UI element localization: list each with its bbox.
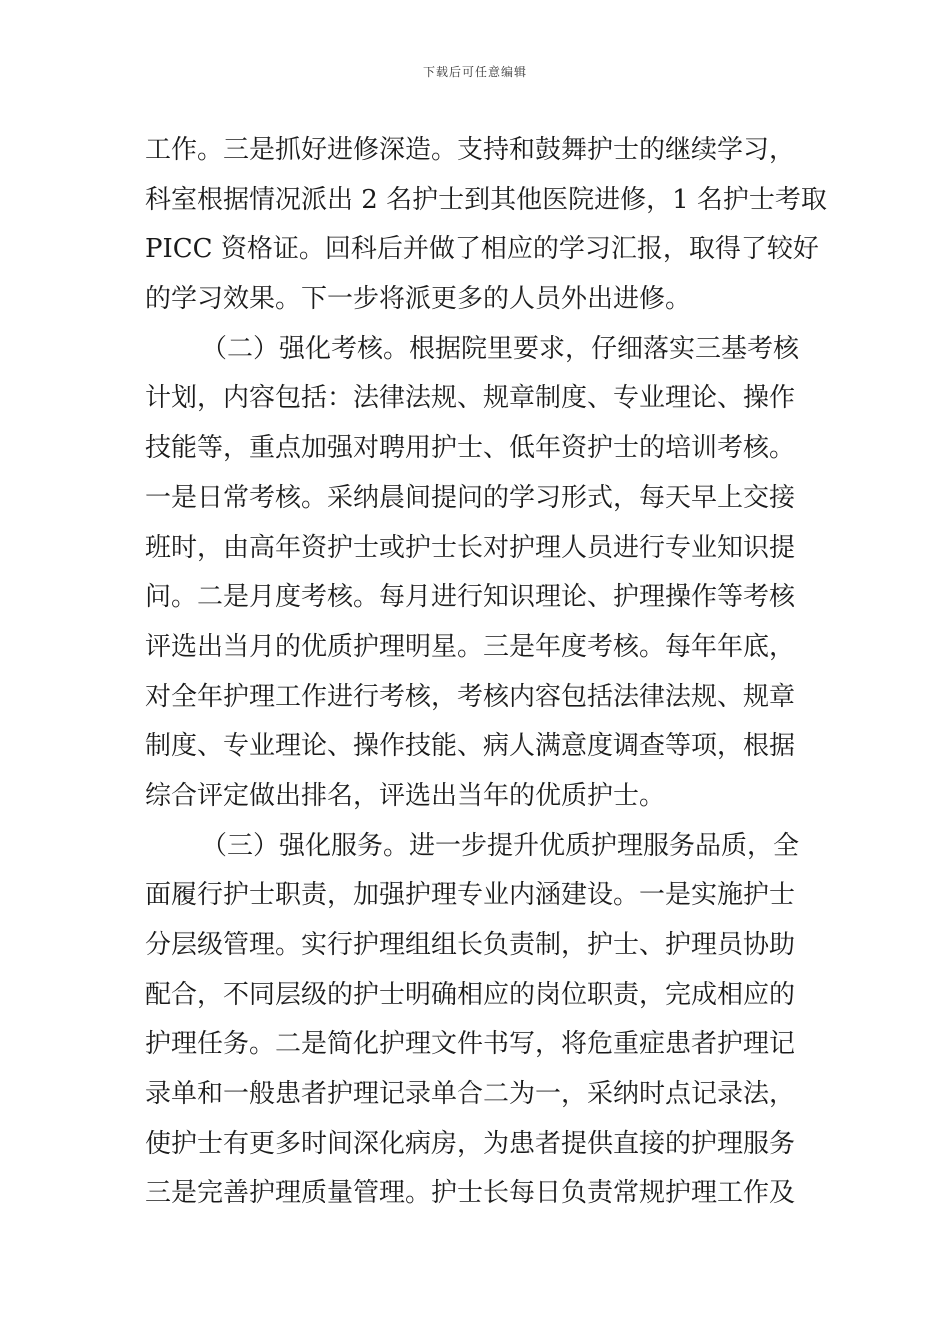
- text-line-18: 配合，不同层级的护士明确相应的岗位职责，完成相应的: [145, 979, 796, 1010]
- text-line-13: 制度、专业理论、操作技能、病人满意度调查等项，根据: [145, 731, 796, 762]
- text-line-11: 评选出当月的优质护理明星。三是年度考核。每年年底，: [145, 631, 796, 662]
- text-line-3: PICC 资格证。回科后并做了相应的学习汇报，取得了较好: [145, 234, 819, 265]
- text-line-12: 对全年护理工作进行考核，考核内容包括法律法规、规章: [145, 681, 796, 712]
- text-line-9: 班时，由高年资护士或护士长对护理人员进行专业知识提: [145, 532, 796, 563]
- text-line-16: 面履行护士职责，加强护理专业内涵建设。一是实施护士: [145, 880, 796, 911]
- text-line-7: 技能等，重点加强对聘用护士、低年资护士的培训考核。: [145, 433, 796, 464]
- text-line-20: 录单和一般患者护理记录单合二为一，采纳时点记录法，: [145, 1079, 796, 1110]
- text-line-15: （三）强化服务。进一步提升优质护理服务品质，全: [201, 830, 800, 861]
- text-line-6: 计划，内容包括：法律法规、规章制度、专业理论、操作: [145, 383, 796, 414]
- text-line-5: （二）强化考核。根据院里要求，仔细落实三基考核: [201, 333, 800, 364]
- text-line-19: 护理任务。二是简化护理文件书写，将危重症患者护理记: [145, 1029, 796, 1060]
- text-line-22: 三是完善护理质量管理。护士长每日负责常规护理工作及: [145, 1178, 796, 1209]
- document-body: [145, 126, 827, 1219]
- text-line-4: 的学习效果。下一步将派更多的人员外出进修。: [145, 284, 692, 315]
- text-line-14: 综合评定做出排名，评选出当年的优质护士。: [145, 780, 666, 811]
- text-line-21: 使护士有更多时间深化病房，为患者提供直接的护理服务: [145, 1128, 796, 1159]
- text-line-1: 工作。三是抓好进修深造。支持和鼓舞护士的继续学习，: [145, 135, 796, 165]
- text-line-10: 问。二是月度考核。每月进行知识理论、护理操作等考核: [145, 582, 796, 613]
- text-line-17: 分层级管理。实行护理组组长负责制，护士、护理员协助: [145, 930, 796, 960]
- text-line-8: 一是日常考核。采纳晨间提问的学习形式，每天早上交接: [145, 482, 796, 513]
- text-line-2: 科室根据情况派出 2 名护士到其他医院进修，1 名护士考取: [145, 184, 827, 215]
- page-header: 下载后可任意编辑: [422, 65, 527, 79]
